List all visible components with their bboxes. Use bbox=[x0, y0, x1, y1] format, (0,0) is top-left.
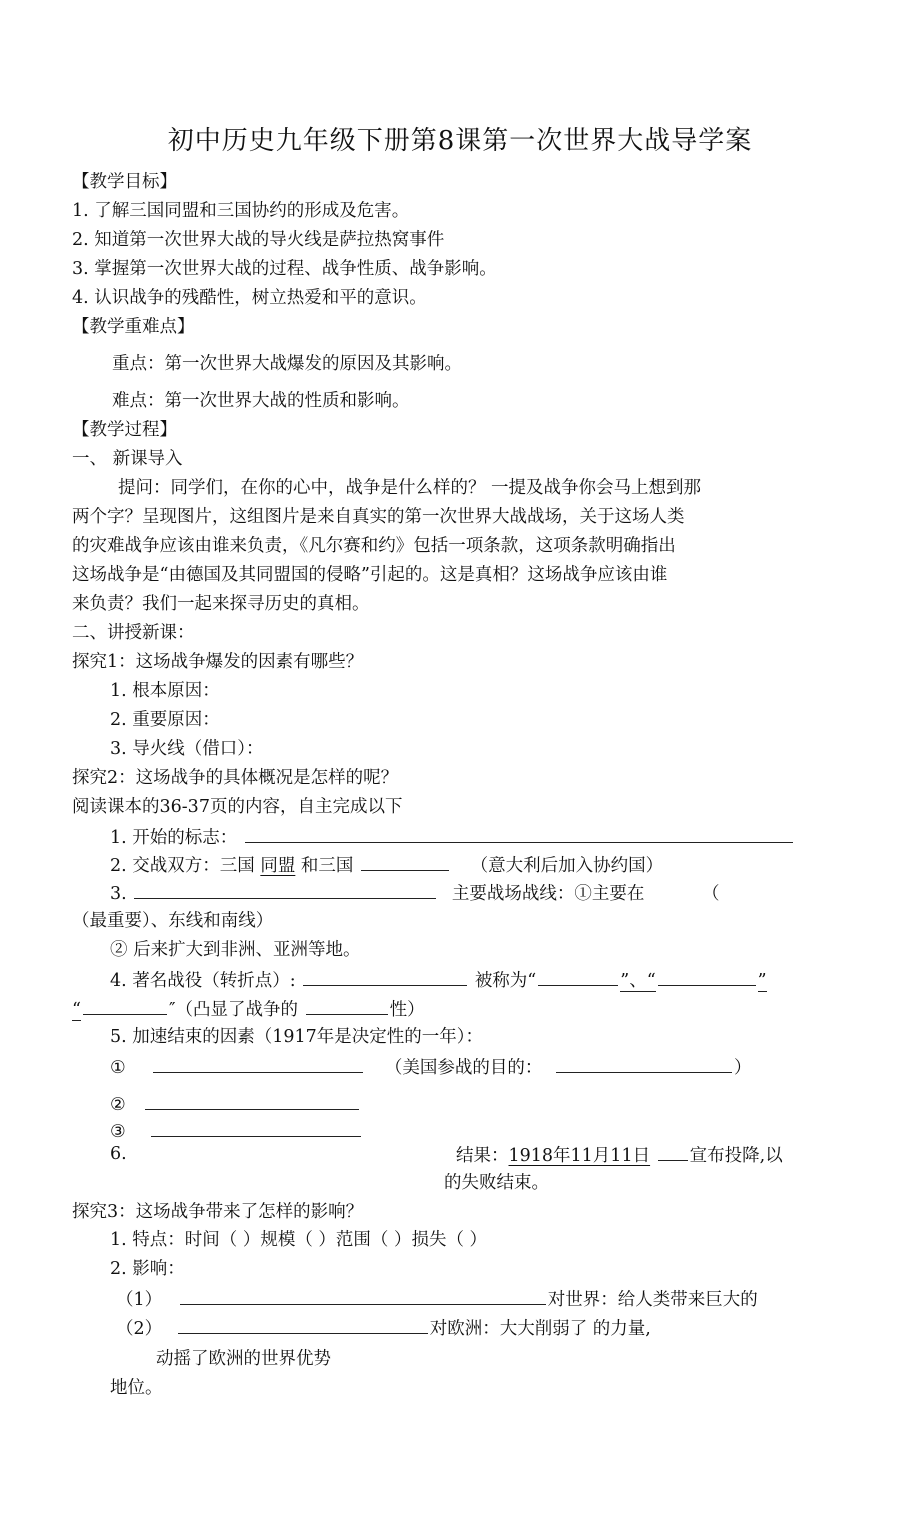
battlefield-line bbox=[110, 878, 719, 908]
battle-line bbox=[110, 965, 767, 995]
battle-quote-1: ”、“ bbox=[620, 971, 656, 991]
key-point: 重点：第一次世界大战爆发的原因及其影响。 bbox=[112, 354, 462, 374]
factor-2-num: ② bbox=[110, 1095, 126, 1115]
factor-3-num: ③ bbox=[110, 1122, 126, 1142]
battle-label: 4. 著名战役（转折点）: bbox=[110, 971, 296, 991]
battle-line-2 bbox=[72, 994, 425, 1024]
battlefield-paren: （ bbox=[701, 884, 720, 904]
start-sign-line bbox=[110, 822, 795, 852]
belligerents-mid: 和三国 bbox=[300, 856, 354, 876]
page-title: 初中历史九年级下册第8课第一次世界大战导学案 bbox=[167, 126, 753, 156]
belligerents-label: 2. 交战双方：三国 bbox=[110, 856, 255, 876]
reading-instruction: 阅读课本的36-37页的内容，自主完成以下 bbox=[72, 797, 403, 817]
factor-3-line bbox=[110, 1116, 363, 1146]
battlefield-cont: （最重要）、东线和南线） bbox=[72, 911, 274, 931]
objective-item: 4. 认识战争的残酷性，树立热爱和平的意识。 bbox=[72, 288, 427, 308]
influence-1-text: 对世界：给人类带来巨大的 bbox=[547, 1290, 758, 1310]
surrender-blank[interactable] bbox=[658, 1140, 688, 1161]
alliance-word: 同盟 bbox=[260, 856, 296, 876]
nickname-blank-2[interactable] bbox=[658, 965, 756, 986]
nature-blank[interactable] bbox=[306, 994, 388, 1015]
objective-item: 2. 知道第一次世界大战的导火线是萨拉热窝事件 bbox=[72, 230, 445, 250]
influence-1-blank[interactable] bbox=[180, 1284, 546, 1305]
belligerents-line bbox=[110, 850, 663, 880]
objective-item: 1. 了解三国同盟和三国协约的形成及危害。 bbox=[72, 201, 410, 221]
new-lesson-heading: 二、讲授新课： bbox=[72, 623, 195, 643]
entente-blank[interactable] bbox=[361, 850, 449, 871]
influence-2-num: （2） bbox=[116, 1319, 163, 1339]
us-purpose-label: （美国参战的目的： bbox=[384, 1058, 543, 1078]
keypoints-heading: 【教学重难点】 bbox=[72, 317, 195, 337]
influence-2-blank[interactable] bbox=[178, 1313, 428, 1334]
influence-2-cont: 动摇了欧洲的世界优势 bbox=[156, 1349, 331, 1369]
belligerents-note: （意大利后加入协约国） bbox=[470, 856, 664, 876]
factor-2-line bbox=[110, 1089, 361, 1119]
intro-line: 提问：同学们，在你的心中，战争是什么样的？ 一提及战争你会马上想到那 bbox=[118, 478, 702, 498]
inquiry-1-item: 2. 重要原因： bbox=[110, 710, 220, 730]
intro-heading: 一、 新课导入 bbox=[72, 449, 183, 469]
difficult-point: 难点：第一次世界大战的性质和影响。 bbox=[112, 391, 410, 411]
result-line bbox=[456, 1140, 783, 1170]
result-date: 1918年11月11日 bbox=[508, 1146, 651, 1166]
factor-1-num: ① bbox=[110, 1058, 126, 1078]
factor-2-blank[interactable] bbox=[145, 1089, 359, 1110]
influence-2-end: 地位。 bbox=[110, 1378, 163, 1398]
battle-nature-text: ″（凸显了战争的 bbox=[168, 1000, 298, 1020]
influence-1-num: （1） bbox=[116, 1290, 163, 1310]
us-purpose-blank[interactable] bbox=[556, 1052, 732, 1073]
objective-item: 3. 掌握第一次世界大战的过程、战争性质、战争影响。 bbox=[72, 259, 497, 279]
battle-blank[interactable] bbox=[303, 965, 467, 986]
inquiry-3-title: 探究3：这场战争带来了怎样的影响？ bbox=[72, 1202, 364, 1222]
process-heading: 【教学过程】 bbox=[72, 420, 177, 440]
features-line: 1. 特点：时间（ ）规模（ ）范围（ ）损失（ ） bbox=[110, 1230, 488, 1250]
intro-line: 这场战争是“由德国及其同盟国的侵略”引起的。这是真相？这场战争应该由谁 bbox=[72, 565, 668, 585]
start-sign-label: 1. 开始的标志： bbox=[110, 828, 238, 848]
result-surrender: 宣布投降,以 bbox=[689, 1146, 783, 1166]
result-num: 6. bbox=[110, 1144, 127, 1164]
battle-called: 被称为“ bbox=[474, 971, 537, 991]
battle-nature-end: 性） bbox=[389, 1000, 425, 1020]
battlefield-num: 3. bbox=[110, 884, 127, 904]
influence-1-line bbox=[116, 1284, 758, 1314]
influence-2-text: 对欧洲：大大削弱了 的力量, bbox=[429, 1319, 651, 1339]
inquiry-1-item: 1. 根本原因： bbox=[110, 681, 220, 701]
objectives-heading: 【教学目标】 bbox=[72, 172, 177, 192]
inquiry-1-title: 探究1：这场战争爆发的因素有哪些？ bbox=[72, 652, 364, 672]
battlefield-blank[interactable] bbox=[134, 878, 436, 899]
intro-line: 两个字？呈现图片，这组图片是来自真实的第一次世界大战战场，关于这场人类 bbox=[72, 507, 685, 527]
us-purpose-close: ） bbox=[733, 1058, 752, 1078]
result-cont: 的失败结束。 bbox=[444, 1173, 549, 1193]
inquiry-2-title: 探究2：这场战争的具体概况是怎样的呢？ bbox=[72, 768, 399, 788]
accelerate-factors: 5. 加速结束的因素（1917年是决定性的一年）： bbox=[110, 1027, 484, 1047]
inquiry-1-item: 3. 导火线（借口）： bbox=[110, 739, 264, 759]
factor-3-blank[interactable] bbox=[151, 1116, 361, 1137]
battlefield-text: 主要战场战线：①主要在 bbox=[451, 884, 645, 904]
influence-2-line bbox=[116, 1313, 651, 1343]
factor-1-line bbox=[110, 1052, 751, 1082]
start-sign-blank[interactable] bbox=[245, 822, 793, 843]
battlefield-sub: ② 后来扩大到非洲、亚洲等地。 bbox=[110, 940, 361, 960]
nickname-blank-1[interactable] bbox=[538, 965, 618, 986]
intro-line: 来负责？我们一起来探寻历史的真相。 bbox=[72, 594, 370, 614]
influence-label: 2. 影响： bbox=[110, 1259, 185, 1279]
nickname-blank-3[interactable] bbox=[83, 994, 167, 1015]
intro-line: 的灾难战争应该由谁来负责，《凡尔赛和约》包括一项条款，这项条款明确指出 bbox=[72, 536, 676, 556]
factor-1-blank[interactable] bbox=[153, 1052, 363, 1073]
result-label: 结果： bbox=[456, 1146, 509, 1166]
battle-open-quote: “ bbox=[72, 1000, 81, 1020]
battle-quote-2: ” bbox=[757, 971, 767, 991]
